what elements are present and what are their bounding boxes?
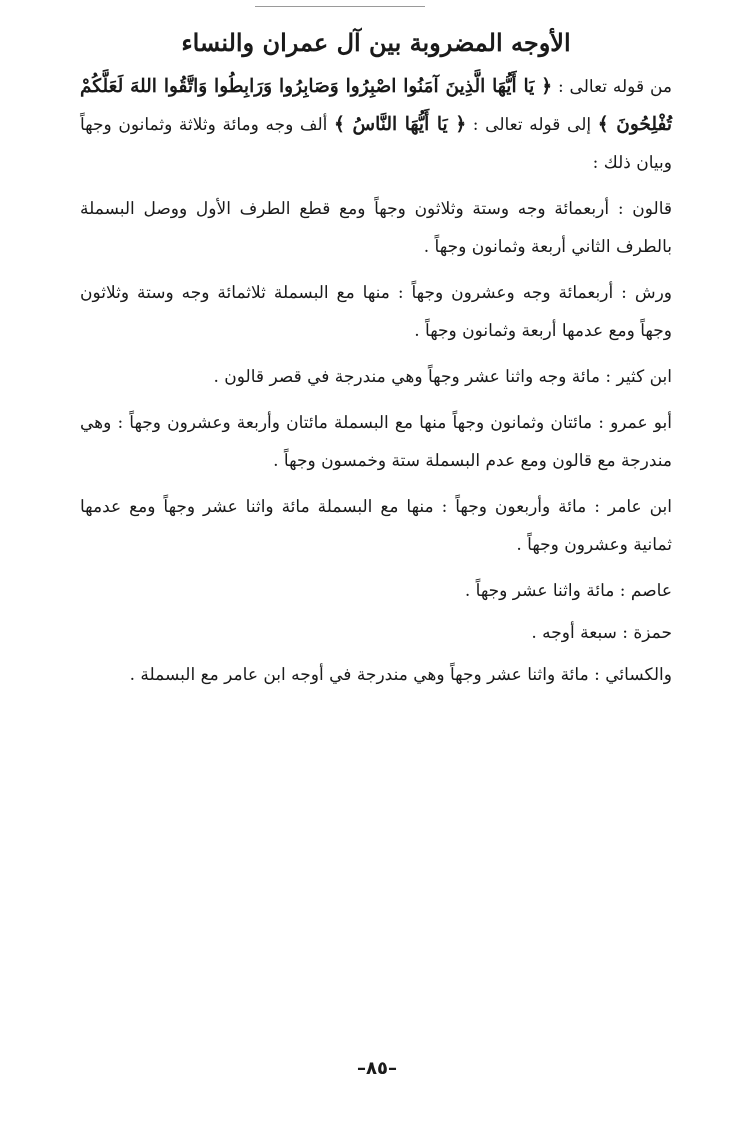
- reader-name: حمزة :: [622, 623, 672, 643]
- intro-tail: ألف وجه ومائة وثلاثة وثمانون وجهاً وبيان ذلك :: [80, 115, 672, 173]
- reader-name: ورش :: [621, 283, 673, 303]
- quran-verse-2: ﴿ يَا أَيُّهَا النَّاسُ ﴾: [334, 114, 467, 135]
- reader-text: مائتان وثمانون وجهاً منها مع البسملة مائتان وأربعة وعشرون وجهاً : وهي مندرجة مع قالون ومع عدم البسملة ستة وخمسون وجهاً .: [80, 413, 672, 471]
- reader-paragraph-qalun: [80, 190, 672, 266]
- reader-text: مائة واثنا عشر وجهاً .: [464, 581, 615, 601]
- reader-name: ابن عامر :: [594, 497, 672, 517]
- reader-paragraph-asim: [80, 572, 672, 610]
- intro-mid: إلى قوله تعالى :: [472, 115, 592, 135]
- intro-lead: من قوله تعالى :: [557, 77, 673, 97]
- reader-name: والكسائي :: [594, 665, 672, 685]
- reader-name: أبو عمرو :: [598, 413, 672, 433]
- reader-name: ابن كثير :: [605, 367, 672, 387]
- reader-paragraph-abu-amr: [80, 404, 672, 480]
- page-body: [80, 22, 672, 702]
- reader-text: مائة واثنا عشر وجهاً وهي مندرجة في أوجه ابن عامر مع البسملة .: [129, 665, 589, 685]
- reader-text: أربعمائة وجه وعشرون وجهاً : منها مع البسملة ثلاثمائة وجه وستة وثلاثون وجهاً ومع عدمها أربعة وثمانون وجهاً .: [80, 283, 672, 341]
- reader-name: عاصم :: [619, 581, 672, 601]
- reader-paragraph-hamza: [80, 614, 672, 652]
- reader-paragraph-ibn-kathir: [80, 358, 672, 396]
- reader-paragraph-ibn-amir: [80, 488, 672, 564]
- page-number: –٨٥–: [357, 1058, 397, 1079]
- reader-paragraph-warsh: [80, 274, 672, 350]
- reader-text: سبعة أوجه .: [531, 623, 617, 643]
- reader-text: مائة وجه واثنا عشر وجهاً وهي مندرجة في قصر قالون .: [213, 367, 600, 387]
- quran-verse-1: ﴿ يَا أَيُّهَا الَّذِينَ آمَنُوا اصْبِرُوا وَصَابِرُوا وَرَابِطُوا وَاتَّقُوا اللهَ لَعَلَّكُمْ تُفْلِحُونَ ﴾: [80, 76, 672, 135]
- intro-paragraph: [80, 68, 672, 182]
- top-rule: [255, 6, 425, 7]
- reader-name: قالون :: [617, 199, 673, 219]
- reader-text: مائة وأربعون وجهاً : منها مع البسملة مائة واثنا عشر وجهاً ومع عدمها ثمانية وعشرون وجهاً .: [80, 497, 672, 555]
- page-title: الأوجه المضروبة بين آل عمران والنساء: [181, 28, 571, 57]
- reader-paragraph-kisai: [80, 656, 672, 694]
- reader-text: أربعمائة وجه وستة وثلاثون وجهاً ومع قطع الطرف الأول ووصل البسملة بالطرف الثاني أربعة وثمانون وجهاً .: [80, 199, 672, 257]
